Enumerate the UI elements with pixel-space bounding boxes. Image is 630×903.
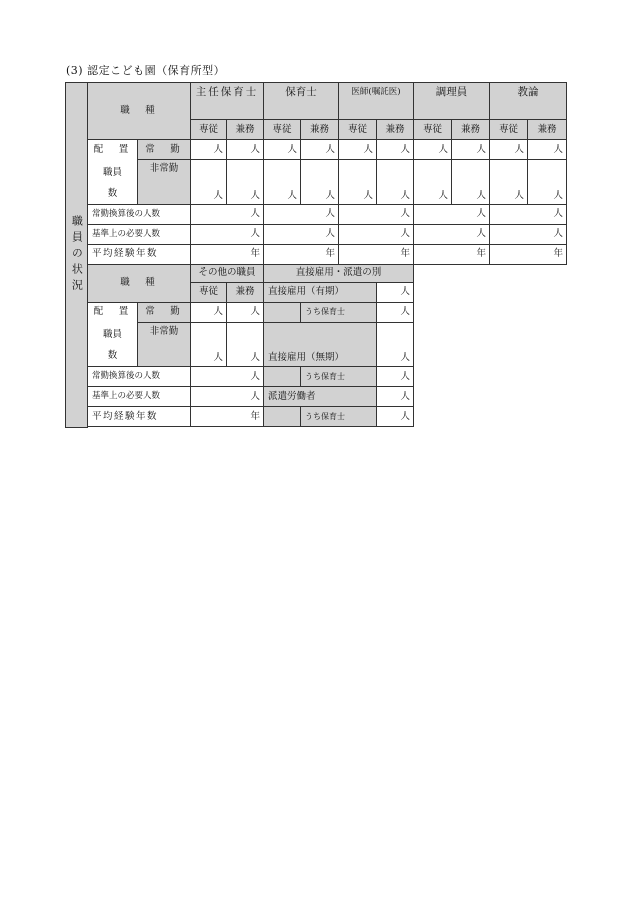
unit-year: 年 <box>191 407 264 427</box>
unit-person: 人 <box>414 224 490 244</box>
unit-person: 人 <box>191 302 227 322</box>
unit-person: 人 <box>339 160 377 205</box>
header-full-time: 専従 <box>264 120 301 140</box>
spacer <box>88 427 567 428</box>
staff-count-line1: 職員 <box>102 166 122 178</box>
unit-person: 人 <box>377 367 414 387</box>
unit-person: 人 <box>414 160 452 205</box>
unit-person: 人 <box>414 204 490 224</box>
unit-person: 人 <box>227 302 264 322</box>
role-head-teacher: 教論 <box>490 83 567 120</box>
avg-years-label: 平均経験年数 <box>88 244 191 264</box>
unit-person: 人 <box>377 140 414 160</box>
role-head-chief-nursery: 主任保育士 <box>191 83 264 120</box>
unit-person: 人 <box>490 140 528 160</box>
header-full-time: 専従 <box>191 282 227 302</box>
header-full-time: 専従 <box>490 120 528 140</box>
direct-indefinite-label: 直接雇用（無期） <box>264 322 377 367</box>
unit-person: 人 <box>377 282 414 302</box>
unit-person: 人 <box>339 204 414 224</box>
unit-person: 人 <box>452 140 490 160</box>
header-full-time: 専従 <box>339 120 377 140</box>
unit-person: 人 <box>377 322 414 367</box>
unit-person: 人 <box>301 160 339 205</box>
unit-person: 人 <box>191 224 264 244</box>
fte-label-lower: 常勤換算後の人数 <box>88 367 191 387</box>
of-which-nursery-label: うち保育士 <box>301 367 377 387</box>
header-full-time: 専従 <box>191 120 227 140</box>
fte-label: 常勤換算後の人数 <box>88 204 191 224</box>
indent-cell <box>264 302 301 322</box>
header-part-time: 兼務 <box>301 120 339 140</box>
indent-cell <box>264 407 301 427</box>
regular-label: 常 勤 <box>138 140 191 160</box>
required-label: 基準上の必要人数 <box>88 224 191 244</box>
staff-status-table <box>65 82 567 428</box>
unit-year: 年 <box>414 244 490 264</box>
unit-person: 人 <box>191 387 264 407</box>
blank-area <box>414 264 567 427</box>
header-full-time: 専従 <box>414 120 452 140</box>
header-part-time: 兼務 <box>528 120 567 140</box>
unit-person: 人 <box>191 160 227 205</box>
unit-person: 人 <box>191 322 227 367</box>
required-label-lower: 基準上の必要人数 <box>88 387 191 407</box>
staff-count-line2: 数 <box>107 187 118 199</box>
other-staff-header: その他の職員 <box>191 264 264 282</box>
unit-person: 人 <box>227 160 264 205</box>
staff-count-line1: 職員 <box>102 329 122 340</box>
employment-header: 直接雇用・派遣の別 <box>264 264 414 282</box>
unit-person: 人 <box>490 224 567 244</box>
unit-person: 人 <box>339 140 377 160</box>
side-label: 職員の状況 <box>70 214 84 295</box>
unit-person: 人 <box>191 204 264 224</box>
unit-person: 人 <box>191 140 227 160</box>
unit-person: 人 <box>264 204 339 224</box>
staff-count-line2: 数 <box>107 350 118 361</box>
of-which-nursery-label: うち保育士 <box>301 302 377 322</box>
section-title: (3) 認定こども園（保育所型） <box>66 64 226 77</box>
unit-year: 年 <box>490 244 567 264</box>
unit-person: 人 <box>452 160 490 205</box>
side-label-cell <box>66 83 88 428</box>
unit-person: 人 <box>227 140 264 160</box>
unit-person: 人 <box>490 160 528 205</box>
job-type-header-lower: 職 種 <box>88 264 191 302</box>
role-head-doctor: 医師(嘱託医) <box>339 83 414 120</box>
role-head-cook: 調理員 <box>414 83 490 120</box>
placement-label: 配 置 <box>88 140 138 160</box>
dispatched-label: 派遣労働者 <box>264 387 377 407</box>
unit-person: 人 <box>301 140 339 160</box>
unit-person: 人 <box>191 367 264 387</box>
unit-person: 人 <box>377 160 414 205</box>
header-part-time: 兼務 <box>227 282 264 302</box>
avg-years-label-lower: 平均経験年数 <box>88 407 191 427</box>
role-head-nursery: 保育士 <box>264 83 339 120</box>
unit-person: 人 <box>264 224 339 244</box>
non-regular-label: 非常勤 <box>138 160 191 205</box>
non-regular-label-lower: 非常勤 <box>138 322 191 367</box>
staff-count-label <box>88 160 138 205</box>
indent-cell <box>264 367 301 387</box>
header-part-time: 兼務 <box>377 120 414 140</box>
direct-fixed-label: 直接雇用（有期） <box>264 282 377 302</box>
unit-person: 人 <box>377 387 414 407</box>
staff-count-label-lower <box>88 322 138 367</box>
unit-person: 人 <box>377 302 414 322</box>
unit-person: 人 <box>490 204 567 224</box>
unit-person: 人 <box>528 160 567 205</box>
unit-person: 人 <box>414 140 452 160</box>
header-part-time: 兼務 <box>227 120 264 140</box>
unit-person: 人 <box>264 160 301 205</box>
job-type-header: 職 種 <box>88 83 191 140</box>
header-part-time: 兼務 <box>452 120 490 140</box>
unit-person: 人 <box>339 224 414 244</box>
unit-person: 人 <box>528 140 567 160</box>
unit-person: 人 <box>264 140 301 160</box>
unit-year: 年 <box>191 244 264 264</box>
unit-year: 年 <box>339 244 414 264</box>
unit-person: 人 <box>227 322 264 367</box>
of-which-nursery-label: うち保育士 <box>301 407 377 427</box>
placement-label-lower: 配 置 <box>88 302 138 322</box>
unit-year: 年 <box>264 244 339 264</box>
unit-person: 人 <box>377 407 414 427</box>
regular-label-lower: 常 勤 <box>138 302 191 322</box>
